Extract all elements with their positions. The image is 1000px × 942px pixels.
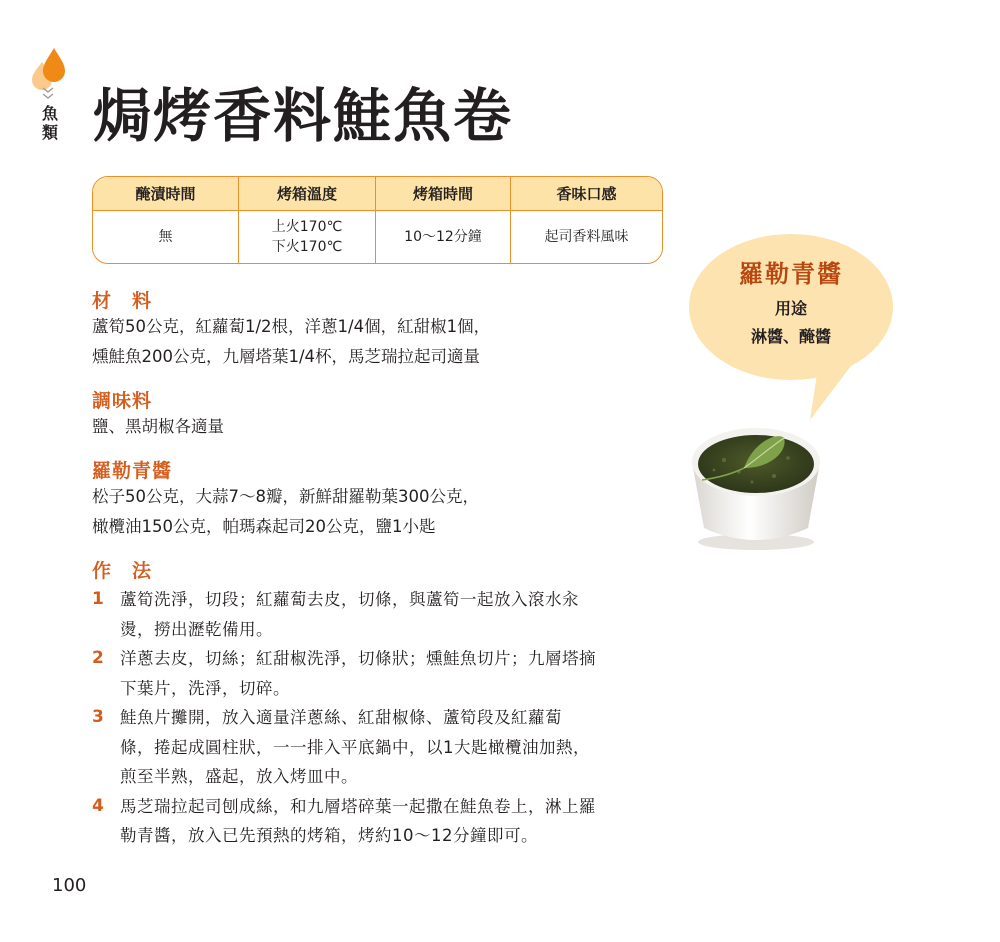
pesto-line: 松子50公克，大蒜7～8瓣，新鮮甜羅勒葉300公克， — [92, 487, 479, 506]
page-number: 100 — [52, 875, 87, 896]
chevron-down-icon — [41, 86, 55, 102]
callout-uses: 淋醬、醃醬 — [750, 327, 831, 346]
ingredients-text — [92, 312, 692, 372]
callout-subtitle: 用途 — [774, 299, 807, 318]
step-number: 1 — [92, 589, 104, 609]
step-number: 3 — [92, 707, 104, 727]
step-line: 條，捲起成圓柱狀，一一排入平底鍋中，以1大匙橄欖油加熱， — [120, 737, 590, 757]
method-title: 作 法 — [92, 560, 153, 582]
table-header: 烤箱時間 — [376, 177, 511, 211]
pesto-title: 羅勒青醬 — [92, 460, 173, 482]
seasoning-text — [92, 412, 692, 442]
step-line: 蘆筍洗淨，切段；紅蘿蔔去皮，切條，與蘆筍一起放入滾水汆 — [120, 590, 579, 609]
step-number: 2 — [92, 648, 104, 668]
step-line: 馬芝瑞拉起司刨成絲，和九層塔碎葉一起撒在鮭魚卷上，淋上羅 — [120, 796, 596, 816]
category-char: 魚 — [41, 104, 58, 123]
category-label — [40, 104, 60, 142]
oven-temp-top: 上火170℃ — [271, 219, 343, 235]
drop-icon — [28, 44, 70, 90]
ingredients-line: 燻鮭魚200公克，九層塔葉1/4杯，馬芝瑞拉起司適量 — [92, 347, 481, 366]
ingredients-title: 材 料 — [92, 290, 153, 312]
recipe-info-table — [92, 176, 663, 264]
pesto-line: 橄欖油150公克，帕瑪森起司20公克，鹽1小匙 — [92, 517, 436, 536]
flavor-cell: 起司香料風味 — [544, 229, 629, 245]
method-step — [92, 644, 672, 703]
table-header: 醃漬時間 — [93, 177, 239, 211]
method-step — [92, 703, 672, 792]
pesto-bowl-image — [684, 410, 828, 552]
seasoning-title: 調味料 — [92, 390, 153, 412]
table-header: 烤箱溫度 — [239, 177, 376, 211]
oven-temp-bottom: 下火170℃ — [271, 239, 343, 255]
method-steps — [92, 585, 672, 851]
category-char: 類 — [41, 123, 58, 142]
oven-time-cell: 10～12分鐘 — [376, 211, 511, 263]
method-step — [92, 792, 672, 851]
step-line: 燙，撈出瀝乾備用。 — [120, 619, 273, 639]
ingredients-line: 蘆筍50公克，紅蘿蔔1/2根，洋蔥1/4個，紅甜椒1個， — [92, 317, 491, 336]
method-step — [92, 585, 672, 644]
step-line: 洋蔥去皮，切絲；紅甜椒洗淨，切條狀；燻鮭魚切片；九層塔摘 — [120, 649, 596, 668]
step-line: 下葉片，洗淨，切碎。 — [120, 678, 290, 698]
page-title: 焗烤香料鮭魚卷 — [93, 82, 514, 150]
step-line: 鮭魚片攤開，放入適量洋蔥絲、紅甜椒條、蘆筍段及紅蘿蔔 — [120, 708, 562, 727]
seasoning-line: 鹽、黑胡椒各適量 — [92, 417, 224, 436]
step-number: 4 — [92, 795, 104, 816]
step-line: 勒青醬，放入已先預熱的烤箱，烤約10～12分鐘即可。 — [120, 826, 538, 845]
pesto-text — [92, 482, 692, 542]
step-line: 煎至半熟，盛起，放入烤皿中。 — [120, 767, 358, 786]
table-header: 香味口感 — [511, 177, 662, 211]
callout-title: 羅勒青醬 — [739, 260, 843, 288]
oven-temp-cell — [239, 211, 376, 263]
marinate-time-cell: 無 — [93, 211, 239, 263]
